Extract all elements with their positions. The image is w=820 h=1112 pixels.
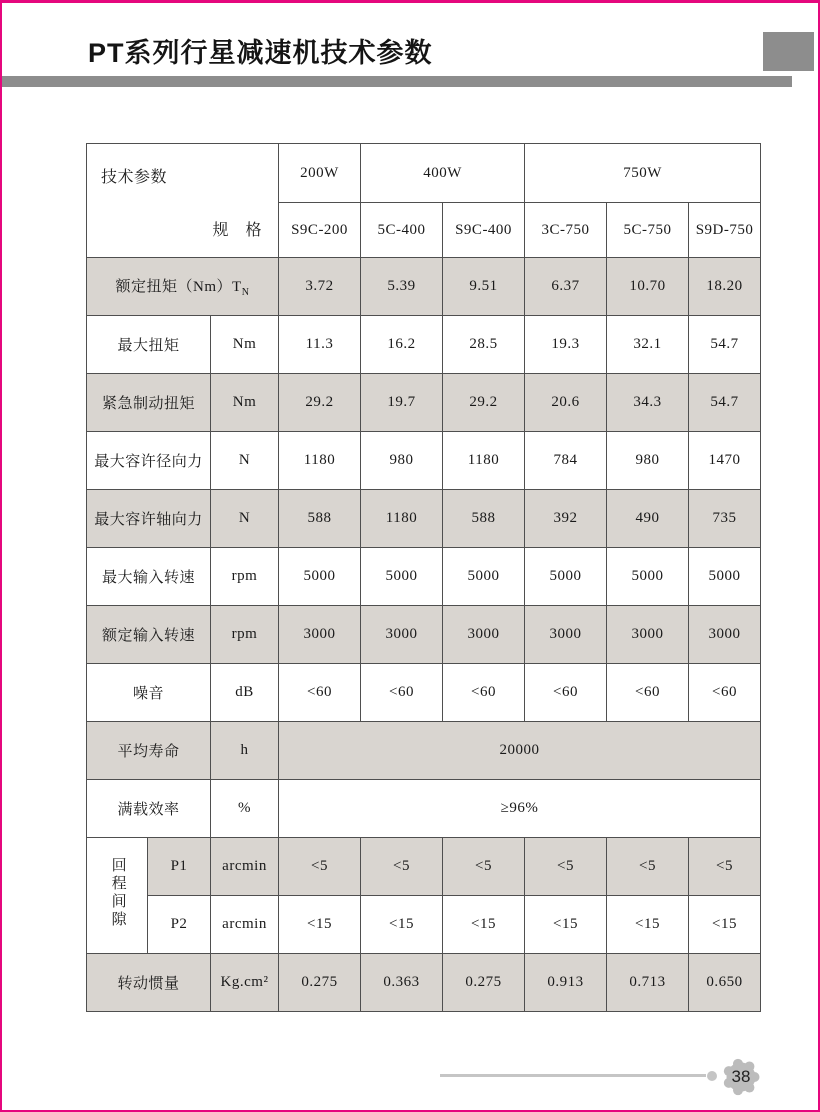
spec-axis-label: 规 格 <box>212 221 263 239</box>
p-level-cell: P1 <box>148 838 211 896</box>
value-cell: <5 <box>443 838 525 896</box>
value-cell: 19.7 <box>361 374 443 432</box>
model-header: S9C-400 <box>443 203 525 258</box>
value-cell: <5 <box>689 838 761 896</box>
value-cell: 0.913 <box>525 954 607 1012</box>
value-cell: 3000 <box>279 606 361 664</box>
table-row <box>87 432 761 490</box>
row-label-cell: 噪音 <box>87 664 211 722</box>
table-row <box>87 838 761 896</box>
value-cell: 392 <box>525 490 607 548</box>
table-row <box>87 664 761 722</box>
table-row <box>87 316 761 374</box>
value-cell: 16.2 <box>361 316 443 374</box>
corner-header-cell <box>87 144 279 258</box>
value-cell: 18.20 <box>689 258 761 316</box>
row-unit-cell: h <box>211 722 279 780</box>
row-label-cell: 紧急制动扭矩 <box>87 374 211 432</box>
row-label-subscript: N <box>241 287 250 298</box>
value-cell: 0.713 <box>607 954 689 1012</box>
value-cell: 0.275 <box>443 954 525 1012</box>
row-unit-cell: rpm <box>211 548 279 606</box>
row-label-cell <box>87 258 279 316</box>
value-cell: 5000 <box>689 548 761 606</box>
row-unit-cell: arcmin <box>211 838 279 896</box>
value-cell: <5 <box>525 838 607 896</box>
row-label-cell: 额定输入转速 <box>87 606 211 664</box>
value-cell: <15 <box>443 896 525 954</box>
row-unit-cell: % <box>211 780 279 838</box>
model-header: 5C-750 <box>607 203 689 258</box>
table-row <box>87 548 761 606</box>
value-cell: <60 <box>279 664 361 722</box>
value-cell: <5 <box>279 838 361 896</box>
value-cell: 1180 <box>443 432 525 490</box>
row-merged-value-cell: 20000 <box>279 722 761 780</box>
value-cell: <60 <box>443 664 525 722</box>
value-cell: 29.2 <box>443 374 525 432</box>
value-cell: 54.7 <box>689 374 761 432</box>
value-cell: 0.363 <box>361 954 443 1012</box>
row-unit-cell: N <box>211 432 279 490</box>
value-cell: 0.275 <box>279 954 361 1012</box>
row-unit-cell: Kg.cm² <box>211 954 279 1012</box>
value-cell: <15 <box>689 896 761 954</box>
value-cell: 490 <box>607 490 689 548</box>
table-row <box>87 258 761 316</box>
value-cell: <60 <box>525 664 607 722</box>
value-cell: 1180 <box>361 490 443 548</box>
power-header-400w: 400W <box>361 144 525 203</box>
backlash-group-cell <box>87 838 148 954</box>
row-unit-cell: Nm <box>211 374 279 432</box>
value-cell: 5000 <box>525 548 607 606</box>
table-row <box>87 490 761 548</box>
row-label-cell: 最大扭矩 <box>87 316 211 374</box>
value-cell: 735 <box>689 490 761 548</box>
value-cell: 3000 <box>689 606 761 664</box>
page-number: 38 <box>731 1067 751 1086</box>
value-cell: <15 <box>361 896 443 954</box>
row-label-cell: 满载效率 <box>87 780 211 838</box>
value-cell: 5.39 <box>361 258 443 316</box>
value-cell: <60 <box>361 664 443 722</box>
value-cell: 5000 <box>607 548 689 606</box>
page-number-gear-icon <box>718 1054 764 1100</box>
value-cell: 588 <box>279 490 361 548</box>
value-cell: 1470 <box>689 432 761 490</box>
footer-rule <box>440 1074 706 1077</box>
value-cell: <60 <box>689 664 761 722</box>
row-unit-cell: N <box>211 490 279 548</box>
spec-table <box>86 143 761 1012</box>
value-cell: 32.1 <box>607 316 689 374</box>
power-header-750w: 750W <box>525 144 761 203</box>
table-row <box>87 722 761 780</box>
value-cell: 20.6 <box>525 374 607 432</box>
value-cell: 1180 <box>279 432 361 490</box>
value-cell: 11.3 <box>279 316 361 374</box>
power-header-200w: 200W <box>279 144 361 203</box>
value-cell: 5000 <box>361 548 443 606</box>
value-cell: 34.3 <box>607 374 689 432</box>
value-cell: <5 <box>607 838 689 896</box>
row-label: 额定扭矩（Nm）T <box>115 279 242 295</box>
table-row <box>87 374 761 432</box>
row-label-cell: 最大容许轴向力 <box>87 490 211 548</box>
value-cell: 980 <box>607 432 689 490</box>
value-cell: 19.3 <box>525 316 607 374</box>
value-cell: 3000 <box>525 606 607 664</box>
model-header: 5C-400 <box>361 203 443 258</box>
row-merged-value-cell: ≥96% <box>279 780 761 838</box>
table-row <box>87 896 761 954</box>
value-cell: 3000 <box>607 606 689 664</box>
row-label-cell: 最大输入转速 <box>87 548 211 606</box>
value-cell: <15 <box>279 896 361 954</box>
footer-dot <box>707 1071 717 1081</box>
row-unit-cell: rpm <box>211 606 279 664</box>
model-header: 3C-750 <box>525 203 607 258</box>
value-cell: 588 <box>443 490 525 548</box>
row-label-cell: 平均寿命 <box>87 722 211 780</box>
value-cell: <60 <box>607 664 689 722</box>
value-cell: <15 <box>525 896 607 954</box>
model-header: S9C-200 <box>279 203 361 258</box>
table-row <box>87 606 761 664</box>
value-cell: 3.72 <box>279 258 361 316</box>
value-cell: 9.51 <box>443 258 525 316</box>
p-level-cell: P2 <box>148 896 211 954</box>
value-cell: 0.650 <box>689 954 761 1012</box>
value-cell: 784 <box>525 432 607 490</box>
value-cell: 6.37 <box>525 258 607 316</box>
page-title: PT系列行星减速机技术参数 <box>88 38 433 68</box>
row-unit-cell: Nm <box>211 316 279 374</box>
row-unit-cell: arcmin <box>211 896 279 954</box>
row-label-cell: 转动惯量 <box>87 954 211 1012</box>
header-accent-square <box>763 32 814 71</box>
table-row <box>87 780 761 838</box>
model-header: S9D-750 <box>689 203 761 258</box>
value-cell: 5000 <box>443 548 525 606</box>
value-cell: 10.70 <box>607 258 689 316</box>
value-cell: <15 <box>607 896 689 954</box>
value-cell: 29.2 <box>279 374 361 432</box>
value-cell: 980 <box>361 432 443 490</box>
backlash-group-label: 回程间隙 <box>109 857 126 929</box>
row-label-cell: 最大容许径向力 <box>87 432 211 490</box>
title-underline-bar <box>2 76 792 87</box>
value-cell: 54.7 <box>689 316 761 374</box>
value-cell: 28.5 <box>443 316 525 374</box>
param-axis-label: 技术参数 <box>101 168 168 186</box>
table-row <box>87 954 761 1012</box>
row-unit-cell: dB <box>211 664 279 722</box>
value-cell: 3000 <box>361 606 443 664</box>
value-cell: <5 <box>361 838 443 896</box>
value-cell: 3000 <box>443 606 525 664</box>
value-cell: 5000 <box>279 548 361 606</box>
